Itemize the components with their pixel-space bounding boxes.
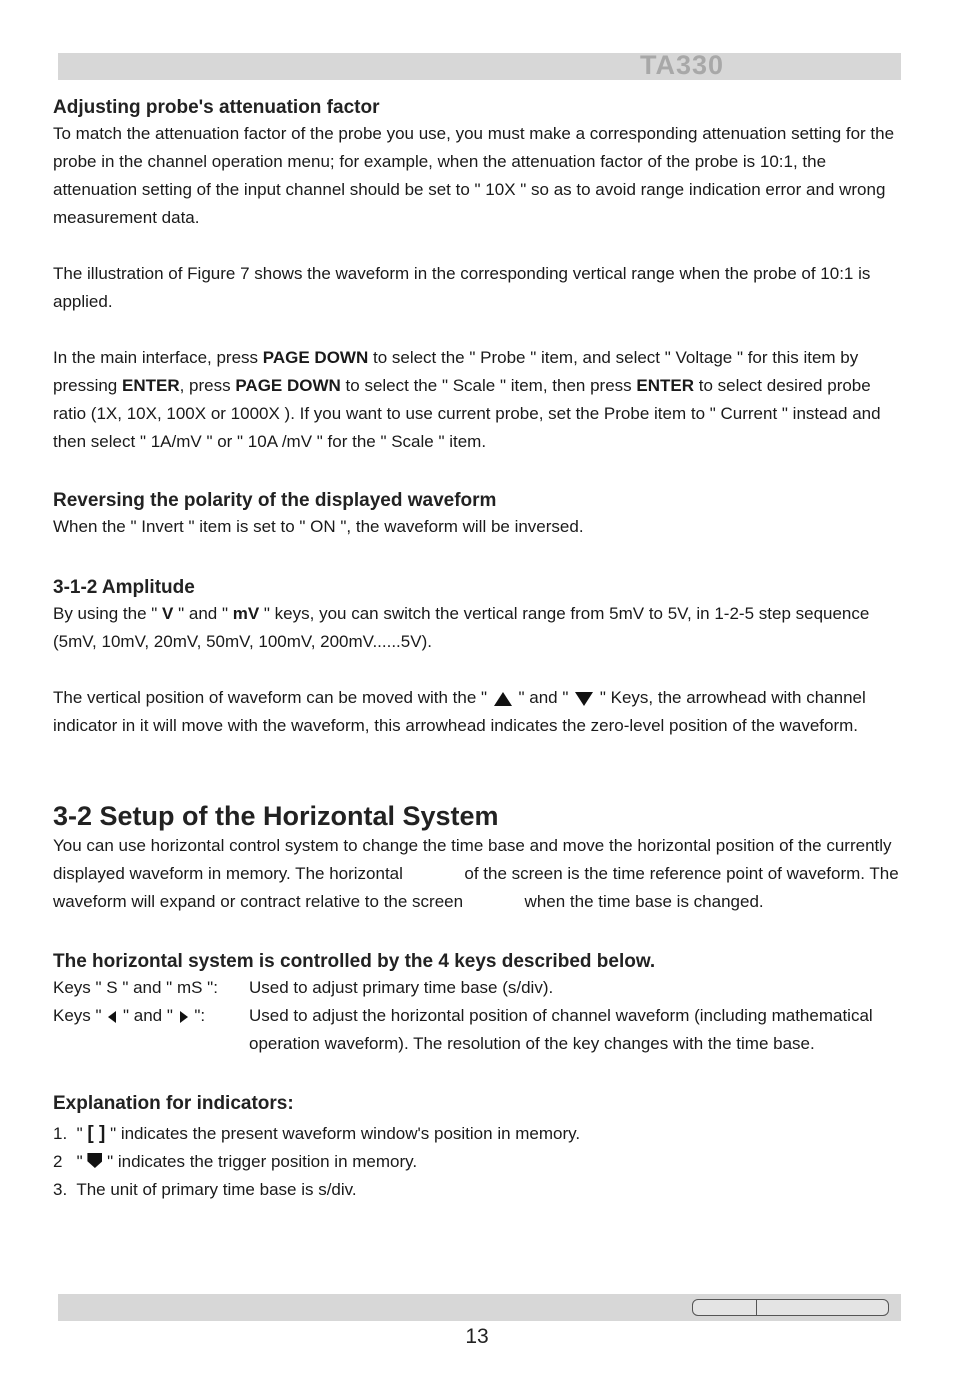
keys-heading: The horizontal system is controlled by the 4 keys described below. — [53, 951, 656, 972]
model-name: TA330 — [640, 50, 725, 80]
polarity-paragraph: When the " Invert " item is set to " ON ", the waveform will be inversed. — [53, 517, 584, 536]
key-row-time-base — [53, 974, 905, 1002]
up-arrow-icon — [494, 692, 512, 706]
key-row-position — [53, 1002, 905, 1058]
amplitude-heading: 3-1-2 Amplitude — [53, 577, 195, 598]
trigger-marker-icon — [87, 1153, 102, 1168]
down-arrow-icon — [575, 692, 593, 706]
header-band — [58, 53, 901, 80]
amplitude-paragraph-1: By using the " V " and " mV " keys, you can switch the vertical range from 5mV to 5V, in 1-2-5 step sequence (5mV, 10mV, 20mV, 50mV, 100mV, 200mV......5V). — [53, 604, 870, 651]
page-content — [53, 96, 905, 1204]
probe-paragraph-2: The illustration of Figure 7 shows the waveform in the corresponding vertical range when the probe of 10:1 is applied. — [53, 264, 871, 311]
key-label: Keys " " and " ": — [53, 1006, 206, 1025]
indicator-item: 1. " [ ] " indicates the present waveform window's position in memory. — [53, 1123, 581, 1144]
page-number: 13 — [465, 1325, 489, 1348]
key-description: Used to adjust primary time base (s/div). — [249, 978, 554, 997]
right-arrow-icon — [180, 1011, 188, 1023]
horizontal-paragraph: You can use horizontal control system to change the time base and move the horizontal position of the currently displayed waveform in memory. The horizontal of the screen is the time reference point of waveform. The waveform will expand or contract relative to the screen when the time base is changed. — [53, 836, 899, 911]
key-description: Used to adjust the horizontal position of channel waveform (including mathematical operation waveform). The resolution of the key changes with the time base. — [249, 1006, 873, 1053]
probe-paragraph-3: In the main interface, press PAGE DOWN to select the " Probe " item, and select " Voltage " for this item by pressing ENTER, press PAGE DOWN to select the " Scale " item, then press ENTER to select desired probe ratio (1X, 10X, 100X or 1000X ). If you want to use current probe, set the Probe item to " Current " instead and then select " 1A/mV " or " 10A /mV " for the " Scale " item. — [53, 348, 881, 451]
probe-paragraph-1: To match the attenuation factor of the probe you use, you must make a corresponding attenuation setting for the probe in the channel operation menu; for example, when the attenuation factor of the probe is 10:1, the attenuation setting of the input channel should be set to " 10X " so as to avoid range indication error and wrong measurement data. — [53, 124, 895, 227]
indicator-item: 3. The unit of primary time base is s/div. — [53, 1180, 357, 1199]
probe-heading: Adjusting probe's attenuation factor — [53, 97, 380, 118]
indicator-item: 2 " " indicates the trigger position in memory. — [53, 1152, 418, 1171]
horizontal-heading: 3-2 Setup of the Horizontal System — [53, 801, 499, 831]
key-label: Keys " S " and " mS ": — [53, 978, 218, 997]
bracket-icon: [ ] — [87, 1123, 106, 1144]
footer-tab-graphic — [692, 1299, 889, 1316]
polarity-heading: Reversing the polarity of the displayed waveform — [53, 490, 497, 511]
amplitude-paragraph-2: The vertical position of waveform can be moved with the " " and " " Keys, the arrowhead with channel indicator in it will move with the waveform, this arrowhead indicates the zero-level position of the waveform. — [53, 688, 866, 735]
indicators-heading: Explanation for indicators: — [53, 1093, 294, 1114]
left-arrow-icon — [108, 1011, 116, 1023]
